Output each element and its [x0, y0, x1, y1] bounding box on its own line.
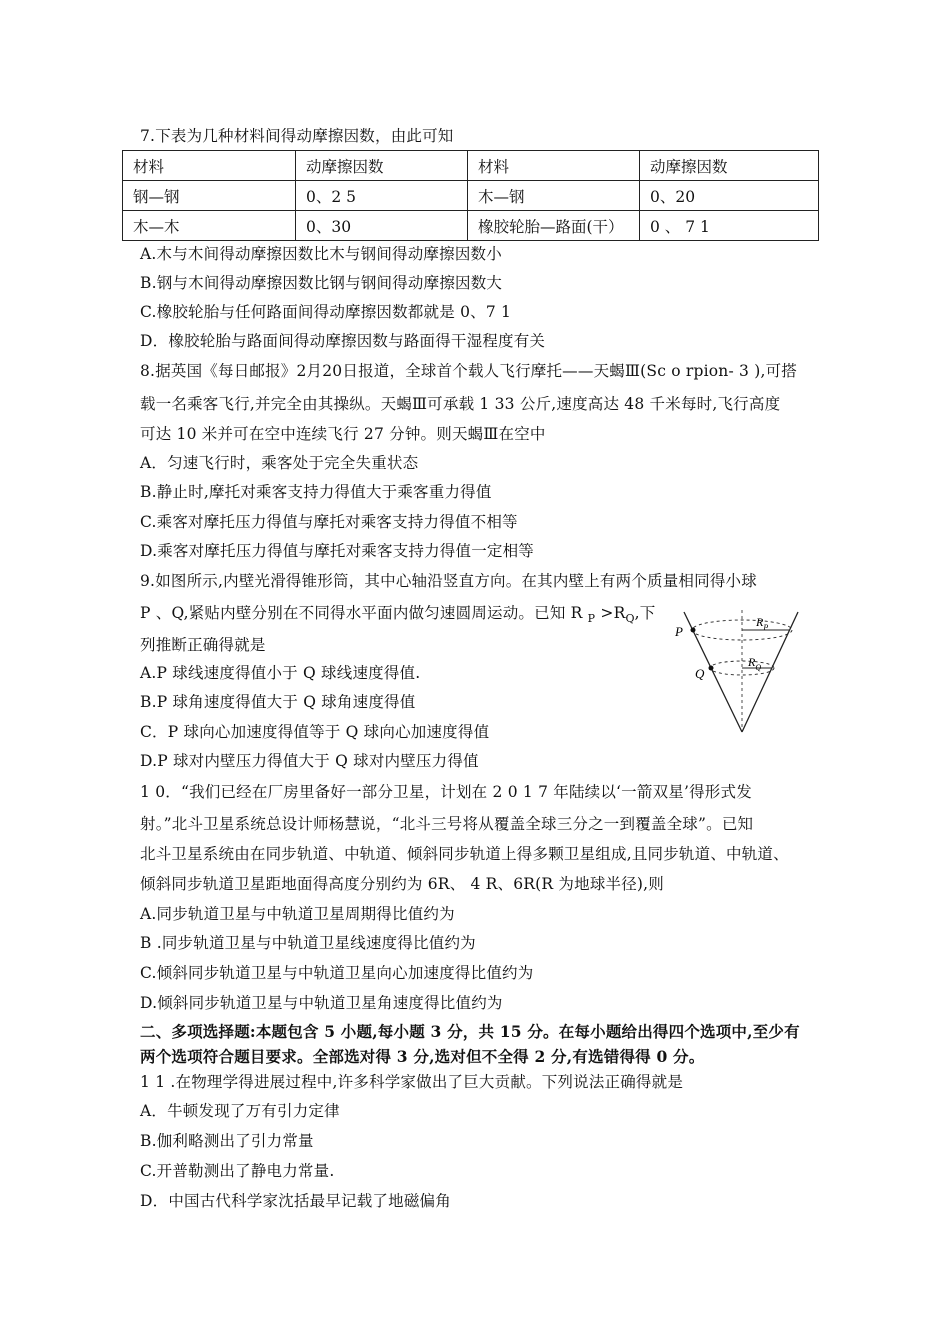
ball-q — [709, 666, 714, 671]
q9-option-a: A.P 球线速度得值小于 Q 球线速度得值. — [140, 664, 421, 682]
q7-option-c: C.橡胶轮胎与任何路面间得动摩擦因数都就是 0、7 1 — [140, 303, 512, 321]
q10-stem-line: 北斗卫星系统由在同步轨道、中轨道、倾斜同步轨道上得多颗卫星组成,且同步轨道、中轨道、 — [140, 845, 789, 863]
table-header-row — [123, 151, 819, 181]
q9-stem-text: >R — [595, 604, 626, 622]
q11-option-d: D．中国古代科学家沈括最早记载了地磁偏角 — [140, 1192, 451, 1210]
table-cell: 钢—钢 — [123, 181, 296, 211]
q9-option-d: D.P 球对内壁压力得值大于 Q 球对内壁压力得值 — [140, 752, 479, 770]
q10-stem-line: 倾斜同步轨道卫星距地面得高度分别约为 6R、 4 R、6R(R 为地球半径),则 — [140, 875, 664, 893]
table-cell: 0、20 — [640, 181, 819, 211]
label-rp — [755, 615, 768, 632]
q9-stem-text: P 、Q,紧贴内壁分别在不同得水平面内做匀速圆周运动。已知 R — [140, 604, 588, 622]
q9-subscript: P — [587, 612, 596, 626]
table-cell: 木—木 — [123, 211, 296, 241]
label-rq — [747, 655, 761, 672]
q7-option-a: A.木与木间得动摩擦因数比木与钢间得动摩擦因数小 — [140, 245, 502, 263]
q8-stem-line: 载一名乘客飞行,并完全由其操纵。天蝎Ⅲ可承载 1 33 公斤,速度高达 48 千米每时,飞行高度 — [140, 395, 781, 413]
q11-stem: 1 1 .在物理学得进展过程中,许多科学家做出了巨大贡献。下列说法正确得就是 — [140, 1073, 684, 1091]
section2-heading-line: 二、多项选择题:本题包含 5 小题,每小题 3 分，共 15 分。在每小题给出得四个选项中,至少有 — [140, 1022, 800, 1041]
table-header-cell: 材料 — [468, 151, 640, 181]
friction-table — [122, 150, 819, 241]
q8-option-c: C.乘客对摩托压力得值与摩托对乘客支持力得值不相等 — [140, 513, 518, 531]
q10-stem-line: 1 0．“我们已经在厂房里备好一部分卫星，计划在 2 0 1 7 年陆续以‘一箭双星’得形式发 — [140, 783, 752, 801]
q8-option-a: A．匀速飞行时，乘客处于完全失重状态 — [140, 454, 419, 472]
q10-option-c: C.倾斜同步轨道卫星与中轨道卫星向心加速度得比值约为 — [140, 964, 534, 982]
q9-subscript: Q — [625, 612, 635, 626]
q9-stem-line: 列推断正确得就是 — [140, 636, 266, 654]
cone-figure — [670, 606, 810, 736]
label-rq-sub: Q — [755, 663, 762, 672]
table-header-cell: 动摩擦因数 — [296, 151, 468, 181]
q9-option-b: B.P 球角速度得值大于 Q 球角速度得值 — [140, 693, 416, 711]
q8-option-d: D.乘客对摩托压力得值与摩托对乘客支持力得值一定相等 — [140, 542, 535, 560]
ball-p — [691, 628, 696, 633]
q11-option-c: C.开普勒测出了静电力常量. — [140, 1162, 335, 1180]
label-q: Q — [695, 666, 705, 681]
q7-stem: 7.下表为几种材料间得动摩擦因数，由此可知 — [140, 127, 454, 145]
q11-option-b: B.伽利略测出了引力常量 — [140, 1132, 314, 1150]
q9-stem-text: ,下 — [634, 604, 656, 622]
q10-option-b: B .同步轨道卫星与中轨道卫星线速度得比值约为 — [140, 934, 476, 952]
table-row — [123, 181, 819, 211]
q10-option-a: A.同步轨道卫星与中轨道卫星周期得比值约为 — [140, 905, 455, 923]
table-cell: 木—钢 — [468, 181, 640, 211]
section2-heading-line: 两个选项符合题目要求。全部选对得 3 分,选对但不全得 2 分,有选错得得 0 分。 — [140, 1047, 705, 1066]
q9-option-c: C．P 球向心加速度得值等于 Q 球向心加速度得值 — [140, 723, 490, 741]
q7-option-b: B.钢与木间得动摩擦因数比钢与钢间得动摩擦因数大 — [140, 274, 503, 292]
q10-option-d: D.倾斜同步轨道卫星与中轨道卫星角速度得比值约为 — [140, 994, 503, 1012]
q7-option-d: D．橡胶轮胎与路面间得动摩擦因数与路面得干湿程度有关 — [140, 332, 546, 350]
table-header-cell: 动摩擦因数 — [640, 151, 819, 181]
label-rp-sub: P — [763, 623, 769, 632]
table-cell: 0 、 7 1 — [640, 211, 819, 241]
table-row — [123, 211, 819, 241]
table-cell: 0、30 — [296, 211, 468, 241]
table-cell: 0、2 5 — [296, 181, 468, 211]
q9-stem-line: 9.如图所示,内壁光滑得锥形筒，其中心轴沿竖直方向。在其内壁上有两个质量相同得小球 — [140, 572, 757, 590]
q11-option-a: A．牛顿发现了万有引力定律 — [140, 1102, 340, 1120]
q8-option-b: B.静止时,摩托对乘客支持力得值大于乘客重力得值 — [140, 483, 492, 501]
q10-stem-line: 射。”北斗卫星系统总设计师杨慧说，“北斗三号将从覆盖全球三分之一到覆盖全球”。已知 — [140, 815, 754, 833]
q9-stem-line — [140, 602, 656, 630]
label-rp-main: R — [756, 615, 764, 629]
label-rq-main: R — [748, 655, 756, 669]
q8-stem-line: 可达 10 米并可在空中连续飞行 27 分钟。则天蝎Ⅲ在空中 — [140, 425, 546, 443]
table-cell: 橡胶轮胎—路面(干） — [468, 211, 640, 241]
label-p: P — [675, 624, 683, 639]
q8-stem-line: 8.据英国《每日邮报》2月20日报道，全球首个载人飞行摩托——天蝎Ⅲ(Sc o rpion- 3 ),可搭 — [140, 362, 797, 380]
table-header-cell: 材料 — [123, 151, 296, 181]
